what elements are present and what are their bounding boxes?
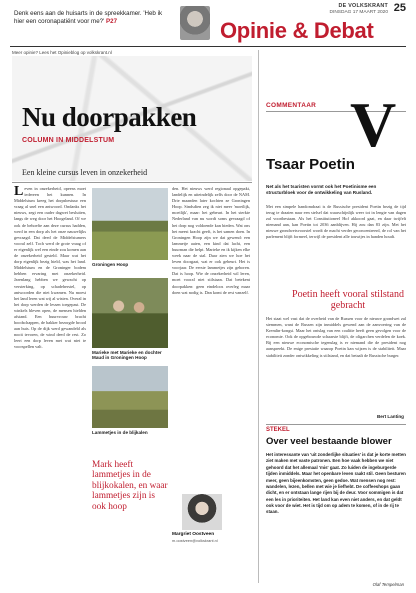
promo-text: Denk eens aan de huisarts in de spreekkamer. 'Heb ik hier een coronapatiënt voor me?' — [14, 10, 163, 26]
author-email-link[interactable]: m.oostveen@volkskrant.nl — [172, 538, 218, 543]
photo-caption-3: Lammetjes in de blijkalen — [92, 430, 148, 435]
opinieblog-text: Meer opinie? Lees het Opinieblog op volkskrant.nl — [12, 50, 112, 55]
commentary-body-2: Het staat wel vast dat de overheid van de Russen voor de nieuwe grondwet zal stemmen, want de Russen zijn inmiddels gewend aan de aanvoering van de Kremlin-kongsi. Maar het ontslag van een coalitie heeft geen gevolgen voor de economie. Ook de opgebouwde schaarste blijft, de oligarchen verdelen de koek. Bij een nieuwe economische tegenslag is er niemand die de president nog aanspreekt. De enige prestatie waarop Poetin kan wijzen is de stabiliteit. Maar stabiliteit zonder ontwikkeling is stilstand, en dat betaalt de Russische burger. — [266, 316, 406, 358]
commentary-signature: Bert Lanting — [376, 414, 404, 419]
opinieblog-promo[interactable] — [12, 50, 112, 55]
photo-groningen-hoop — [92, 188, 168, 260]
article-body-text-1: even in onzekerheid, opeens moet iedereen het kunnen. In Middelstum kreeg het dorpsbestuur een vraag al snel een antwoord. Ondanks het nieuws, zegt een ouder dagwet besluiten, langs de weg door het Hoogeland. Of we ook de behoefte aan deze cursus hadden, werd in een dorp als het onze nauwelijks gevraagd. Dat deed de Middelstumers vooral zelf. Toch werd de grote vraag of er eigenlijk wel een einde zou komen aan de onzekerheid gesteld. Maar wat het dorp eigenlijk bezig hield, was het land. Middelstum en de Groninger bodem hebben ervaring met onzekerheid. Jarenlang hebben we gewacht op versterking, op schadeherstel, op antwoorden die niet kwamen. Nu moest het land leren wat wij al wisten. Overal in het dorp werden de lessen toegepast. De winkels bleven open, de mensen hielden afstand. Een buurvrouw bracht boodschappen, de bakker bezorgde brood aan huis. Op de dijk werd gewandeld als nooit tevoren, de wind deed de rest. Zo leert een dorp leven met wat niet te voorspellen valt. — [14, 186, 86, 350]
promo-page-ref: P27 — [106, 18, 118, 26]
stekel-title: Over veel bestaande blower — [266, 436, 392, 447]
article-divider — [12, 182, 252, 183]
author-avatar — [182, 494, 222, 530]
article-headline: Nu doorpakken — [22, 102, 197, 132]
photo-lammetjes — [92, 366, 168, 428]
commentary-pull-quote: Poetin heeft vooral stilstand gebracht — [292, 289, 404, 312]
header-divider — [10, 46, 406, 47]
paper-name: DE VOLKSKRANT — [338, 3, 388, 9]
page-number: 25 — [393, 2, 406, 14]
column-divider — [258, 50, 259, 583]
stekel-label: STEKEL — [266, 427, 290, 433]
photo-caption-2: Marieke met Marieke en dochter Maud in Groningen Hoop — [92, 350, 162, 360]
article-body-text-2: den. Het nieuws werd regionaal opgepakt, landelijk en uiteindelijk zelfs door de NAM. Drie maanden later kochten ze Groningen Hoop. Sindsdien zeg ik niet meer 'moeilijk, moeilijk', maar: het gebeurt. In het sterkte Nederland van nu wordt soms gevraagd of het dorp nog voldoende kan bieden. Wat ons het meest kracht geeft, is het samen doen. In Groningen Hoop zijn we dat gewend: een lammetje aaien, een kind dat lacht, een buurman die helpt. Marieke en ik kijken elke week naar de stal. Daar zien we hoe het leven doorgaat, wat er ook gebeurt. Het is voorjaar. De eerste lammetjes zijn geboren. Dat is hoop. Wie de onzekerheid wil leren, moet vooral niet stilstaan. Dat betekent doorpakken: geen eindeloos overleg maar doen wat nodig is. Dan komt de rest vanzelf. — [172, 186, 250, 295]
photo-marieke-maud — [92, 278, 168, 348]
commentary-logo-letter: V — [350, 89, 397, 160]
masthead — [330, 3, 388, 15]
issue-date: DINSDAG 17 MAART 2020 — [329, 10, 388, 15]
promo-teaser[interactable] — [14, 10, 174, 27]
stekel-signature: Olaf Tempelman — [372, 582, 404, 587]
commentary-label: COMMENTAAR — [266, 102, 317, 109]
stekel-body: Het interessante van 'uit zonderlijke situaties' is dat je korte metten ziet maken met vaste patronen. Een hoe vaak hebben we niet gehoord dat het allemaal 'mis' gaat. Zo luiden de ingeburgerde tijden inmiddels. Maar het openbare leven raakt stil. Geen besturen meer, geen bijeenkomsten, geen gedoe. Wat mensen nog rest: wandelen, lezen, bellen met wie je liefhebt. De coffeeshops gaan dicht, en er ontstaan lange rijen bij de deur. Voor sommigen is dat een les in prioriteiten. Het land kan even niet anders, en dat geldt ook voor de wiet. Het is tijd om op adem te komen, of in de rij te staan. — [266, 452, 406, 515]
photo-caption-1: Groningen Hoop — [92, 262, 129, 267]
author-name: Margriet Oostveen — [172, 532, 215, 537]
promo-portrait-image — [180, 6, 210, 40]
commentary-title: Tsaar Poetin — [266, 156, 355, 173]
drop-cap: L — [14, 186, 24, 199]
commentary-body-1: Met een simpele handomdraai is de Russische president Poetin bezig de tijd terug te draaien naar een stelsel dat waarschijnlijk weer tot in lengte van dagen zal voortbestaan. Als het Constitutioneel Hof akkoord gaat, en daar twijfelt niemand aan, kan Poetin tot 2036 aanblijven. Hij zou dan 83 zijn. Met het nieuwe grondwetsvoorstel wordt de macht verder geconcentreerd, de rol van het parlement blijft formeel, terwijl de president alle touwtjes in handen houdt. — [266, 204, 406, 240]
article-body-column-1 — [14, 186, 86, 582]
article-subhead: Een kleine cursus leven in onzekerheid — [22, 168, 148, 177]
page-header — [0, 0, 416, 48]
stekel-divider — [266, 424, 406, 425]
commentary-lead: Net als het tsaristen vormt ook het Poetinisme een structurbloek voor de ontwikkeling van Rusland. — [266, 184, 377, 196]
article-pull-quote: Mark heeft lammetjes in de blijkokalen, en waar lammetjes zijn is ook hoop — [92, 460, 168, 512]
column-label: COLUMN IN MIDDELSTUM — [22, 137, 115, 144]
section-title: Opinie & Debat — [220, 18, 374, 43]
